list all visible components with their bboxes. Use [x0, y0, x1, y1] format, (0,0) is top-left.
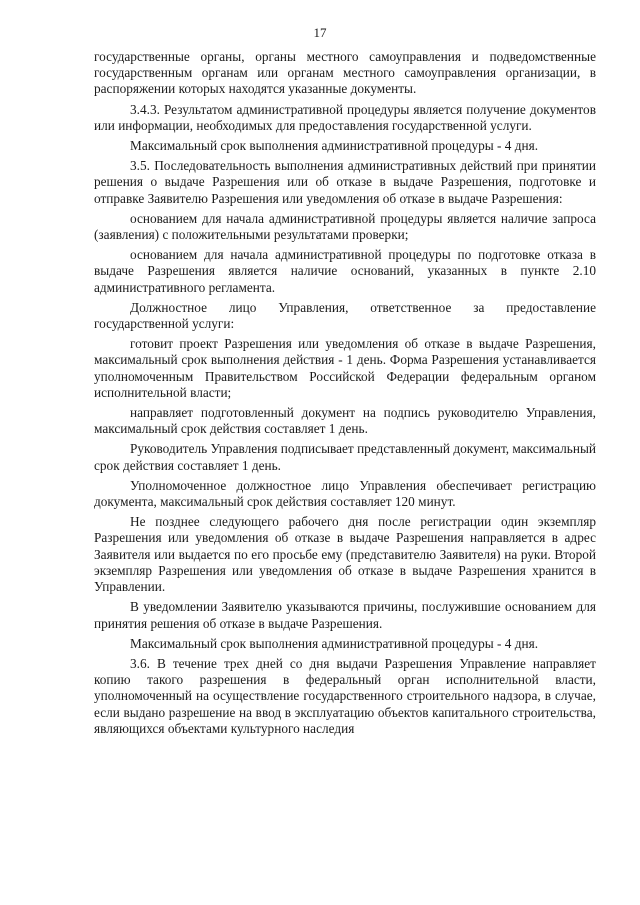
paragraph-11: Уполномоченное должностное лицо Управления обеспечивает регистрацию документа, максимальный срок действия составляет 120 минут.: [94, 477, 596, 510]
paragraph-7: Должностное лицо Управления, ответственное за предоставление государственной услуги:: [94, 299, 596, 332]
paragraph-8: готовит проект Разрешения или уведомления об отказе в выдаче Разрешения, максимальный срок выполнения действия - 1 день. Форма Разрешения устанавливается уполномоченным Правительством Российской Федерации федеральным органом исполнительной власти;: [94, 336, 596, 400]
paragraph-4: 3.5. Последовательность выполнения административных действий при принятии решения о выдаче Разрешения или об отказе в выдаче Разрешения, подготовке и отправке Заявителю Разрешения или уведомления об отказе в выдаче Разрешения:: [94, 158, 596, 206]
paragraph-14: Максимальный срок выполнения административной процедуры - 4 дня.: [130, 635, 539, 651]
paragraph-10: Руководитель Управления подписывает представленный документ, максимальный срок действия составляет 1 день.: [94, 441, 596, 473]
paragraph-13: В уведомлении Заявителю указываются причины, послужившие основанием для принятия решения об отказе в выдаче Разрешения.: [94, 599, 596, 631]
paragraph-5: основанием для начала административной процедуры является наличие запроса (заявления) с положительными результатами проверки;: [94, 210, 596, 243]
paragraph-15: 3.6. В течение трех дней со дня выдачи Разрешения Управление направляет копию такого разрешения в федеральный орган исполнительной власти, уполномоченный на осуществление государственного строительного надзора, в случае, если выдано разрешение на ввод в эксплуатацию объектов капитального строительства, являющихся объектами культурного наследия: [94, 655, 596, 736]
document-body: [94, 49, 596, 737]
paragraph-2: 3.4.3. Результатом административной процедуры является получение документов или информации, необходимых для предоставления государственной услуги.: [94, 101, 596, 133]
paragraph-3: Максимальный срок выполнения административной процедуры - 4 дня.: [130, 138, 539, 154]
page-number: 17: [313, 25, 327, 40]
paragraph-1: государственные органы, органы местного самоуправления и подведомственные государственным органам или органам местного самоуправления организации, в распоряжении которых находятся указанные документы.: [94, 49, 596, 97]
paragraph-6: основанием для начала административной процедуры по подготовке отказа в выдаче Разрешения является наличие оснований, указанных в пункте 2.10 административного регламента.: [94, 247, 596, 295]
paragraph-12: Не позднее следующего рабочего дня после регистрации один экземпляр Разрешения или уведомления об отказе в выдаче Разрешения направляется в адрес Заявителя или выдается по его просьбе ему (представителю Заявителя) на руки. Второй экземпляр Разрешения или уведомления об отказе в выдаче Разрешения хранится в Управлении.: [94, 514, 596, 595]
paragraph-9: направляет подготовленный документ на подпись руководителю Управления, максимальный срок действия составляет 1 день.: [94, 405, 596, 437]
